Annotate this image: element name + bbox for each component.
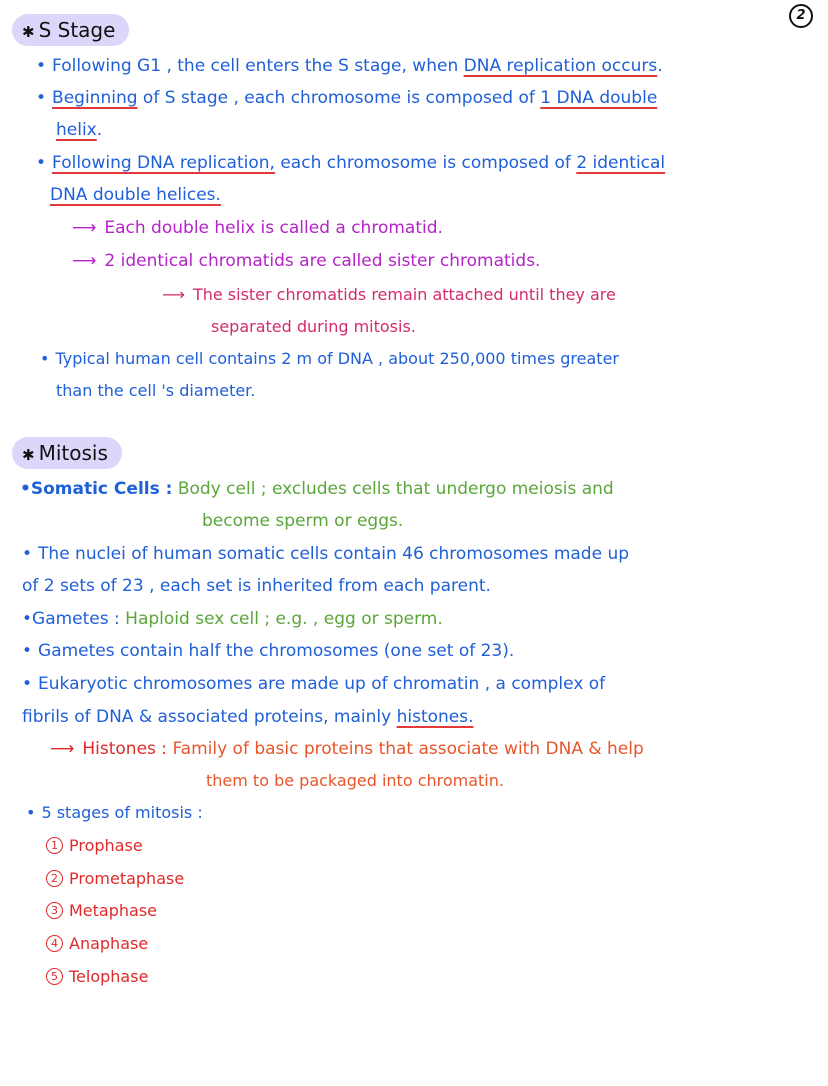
stage-item-metaphase: [46, 899, 157, 925]
s-stage-bullet-3: [36, 151, 665, 177]
s-stage-bullet-1: [36, 54, 663, 80]
number-5-icon: 5: [46, 968, 63, 985]
definition: Body cell ; excludes cells that undergo meiosis and: [177, 479, 614, 499]
nuclei-bullet: [22, 542, 629, 568]
underlined-text: histones.: [396, 707, 474, 727]
text: The sister chromatids remain attached until they are: [192, 285, 616, 304]
text: Following G1 , the cell enters the S stage, when: [52, 56, 464, 76]
bullet-icon: •: [22, 544, 33, 564]
stage-item-prophase: [46, 834, 143, 860]
stage-name: Anaphase: [69, 934, 149, 953]
text: separated during mitosis.: [211, 317, 416, 336]
stage-name: Prophase: [69, 836, 143, 855]
number-2-icon: 2: [46, 870, 63, 887]
bullet-icon: •: [20, 479, 31, 499]
histones-definition: [50, 737, 644, 763]
underlined-text: Beginning: [52, 88, 138, 108]
s-stage-bullet-4-cont: [56, 379, 255, 405]
underlined-text: helix: [56, 120, 97, 140]
stage-name: Prometaphase: [69, 869, 185, 888]
asterisk-icon: ✱: [22, 446, 35, 464]
number-4-icon: 4: [46, 935, 63, 952]
underlined-text: 1 DNA double: [540, 88, 658, 108]
bullet-icon: •: [22, 674, 33, 694]
bullet-icon: •: [26, 803, 36, 822]
text: each chromosome is composed of: [274, 153, 577, 173]
text: of 2 sets of 23 , each set is inherited from each parent.: [22, 576, 491, 596]
s-stage-bullet-2: [36, 86, 657, 112]
term: Somatic Cells :: [30, 479, 173, 499]
bullet-icon: •: [36, 153, 47, 173]
eukaryotic-bullet-cont: [22, 705, 474, 731]
arrow-item-chromatid: [72, 216, 443, 242]
stage-item-prometaphase: [46, 867, 184, 893]
text: Each double helix is called a chromatid.: [104, 218, 443, 238]
s-stage-bullet-4: [40, 347, 619, 373]
term: Gametes :: [32, 609, 120, 629]
histones-definition-cont: [206, 769, 504, 795]
s-stage-heading: [12, 14, 129, 46]
underlined-text: 2 identical: [576, 153, 666, 173]
stage-item-anaphase: [46, 932, 148, 958]
bullet-icon: •: [36, 88, 47, 108]
text: 2 identical chromatids are called sister chromatids.: [104, 251, 541, 271]
mitosis-heading: [12, 437, 122, 469]
somatic-cells-definition-cont: [202, 509, 403, 535]
sub-arrow-item-cont: [211, 315, 416, 341]
text: .: [96, 120, 103, 140]
s-stage-bullet-3-cont: [50, 183, 221, 209]
bullet-icon: •: [22, 641, 33, 661]
heading-label: Mitosis: [38, 441, 108, 465]
definition: become sperm or eggs.: [202, 511, 404, 531]
stage-name: Metaphase: [69, 901, 158, 920]
text: .: [657, 56, 663, 76]
arrow-icon: ⟶: [50, 739, 75, 759]
term: Histones :: [82, 739, 168, 759]
text: The nuclei of human somatic cells contain 46 chromosomes made up: [38, 544, 630, 564]
definition: Haploid sex cell ; e.g. , egg or sperm.: [125, 609, 443, 629]
stages-intro: [26, 801, 203, 827]
stage-name: Telophase: [69, 967, 149, 986]
bullet-icon: •: [36, 56, 47, 76]
underlined-text: DNA replication occurs: [463, 56, 658, 76]
stage-item-telophase: [46, 965, 148, 991]
number-1-icon: 1: [46, 837, 63, 854]
definition: Family of basic proteins that associate with DNA & help: [172, 739, 644, 759]
text: Gametes contain half the chromosomes (one set of 23).: [38, 641, 515, 661]
bullet-icon: •: [40, 349, 50, 368]
page-number: 2: [789, 4, 813, 28]
text: Typical human cell contains 2 m of DNA , about 250,000 times greater: [55, 349, 619, 368]
text: fibrils of DNA & associated proteins, mainly: [22, 707, 397, 727]
s-stage-bullet-2-cont: [56, 118, 102, 144]
text: Eukaryotic chromosomes are made up of chromatin , a complex of: [38, 674, 606, 694]
arrow-icon: ⟶: [72, 218, 97, 238]
bullet-icon: •: [22, 609, 33, 629]
underlined-text: DNA double helices.: [50, 185, 221, 205]
text: 5 stages of mitosis :: [41, 803, 203, 822]
eukaryotic-bullet: [22, 672, 605, 698]
heading-label: S Stage: [38, 18, 116, 42]
text: than the cell 's diameter.: [56, 381, 256, 400]
underlined-text: Following DNA replication,: [52, 153, 275, 173]
arrow-icon: ⟶: [72, 251, 97, 271]
asterisk-icon: ✱: [22, 23, 35, 41]
somatic-cells-definition: [20, 477, 614, 503]
nuclei-bullet-cont: [22, 574, 491, 600]
gametes-half-bullet: [22, 639, 514, 665]
gametes-definition: [22, 607, 443, 633]
sub-arrow-item: [162, 283, 616, 309]
number-3-icon: 3: [46, 902, 63, 919]
definition: them to be packaged into chromatin.: [206, 771, 504, 790]
arrow-item-sister-chromatids: [72, 249, 540, 275]
arrow-icon: ⟶: [162, 285, 185, 304]
text: of S stage , each chromosome is composed of: [137, 88, 541, 108]
